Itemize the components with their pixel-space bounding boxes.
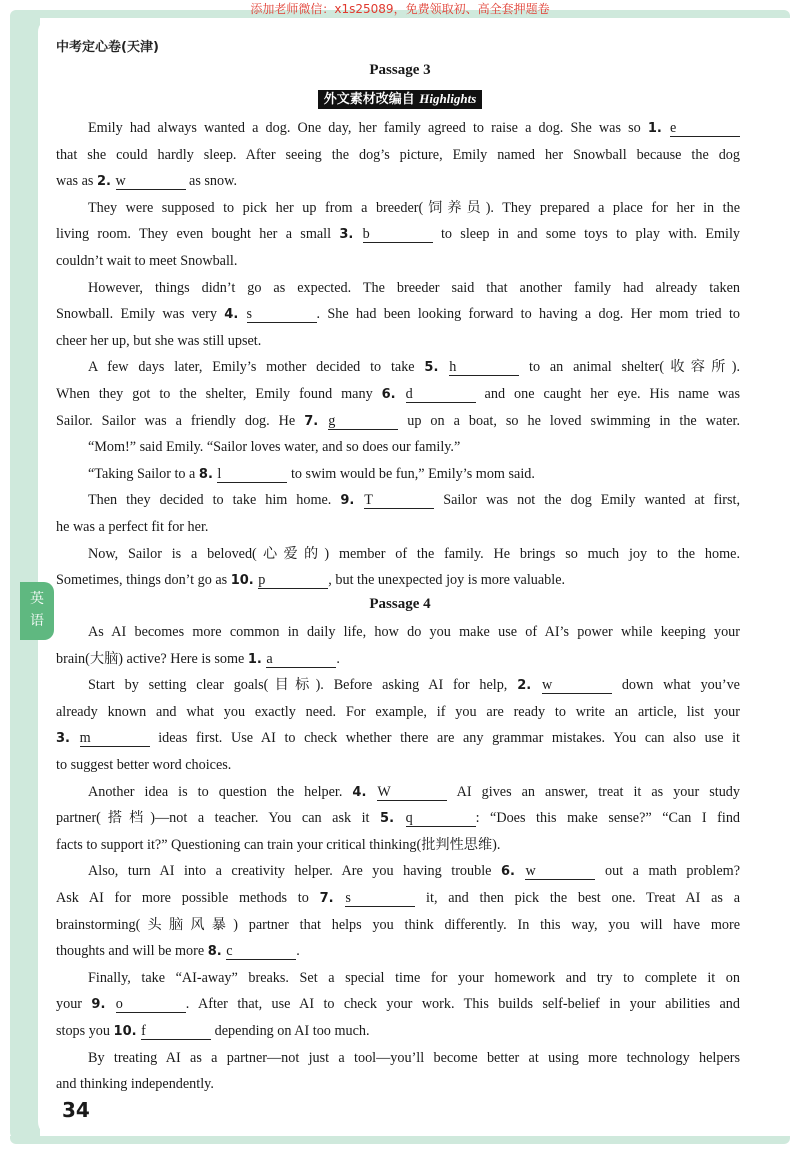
blank-number: 1. xyxy=(247,651,267,667)
answer-blank[interactable]: d xyxy=(406,386,476,403)
text-line xyxy=(88,490,740,510)
line-text: Sailor. Sailor was a friendly dog. He xyxy=(56,412,305,429)
line-text: down what you’ve xyxy=(611,677,740,694)
text-line xyxy=(56,888,740,908)
answer-blank[interactable]: b xyxy=(363,226,433,243)
line-text: living room. They even bought her a small xyxy=(56,226,340,243)
line-text: AI gives an answer, treat it as your study xyxy=(447,783,740,800)
page-number: 34 xyxy=(62,1098,90,1122)
line-text: your xyxy=(56,996,92,1013)
blank-number: 5. xyxy=(424,360,450,376)
line-text: brain(大脑) active? Here is some xyxy=(56,650,248,667)
source-name: Highlights xyxy=(419,91,477,106)
answer-blank[interactable]: o xyxy=(116,996,186,1013)
line-text: . xyxy=(336,650,340,667)
line-text: “Mom!” said Emily. “Sailor loves water, and so does our family.” xyxy=(88,439,461,456)
blank-number: 3. xyxy=(56,731,80,747)
line-text: up on a boat, so he loved swimming in the water. xyxy=(398,412,741,429)
text-line xyxy=(88,198,740,218)
answer-blank[interactable]: a xyxy=(266,651,336,668)
line-text: facts to support it?” Questioning can train your critical thinking(批判性思维). xyxy=(56,836,501,853)
blank-number: 4. xyxy=(352,784,378,800)
line-text: “Taking Sailor to a xyxy=(88,465,199,482)
line-text: partner(搭档)—not a teacher. You can ask it xyxy=(56,810,381,827)
passage-4-title: Passage 4 xyxy=(369,596,431,612)
blank-number: 9. xyxy=(340,493,365,509)
text-line xyxy=(88,464,740,484)
blank-number: 10. xyxy=(230,573,259,589)
answer-blank[interactable]: w xyxy=(542,677,612,694)
text-line xyxy=(88,357,740,377)
text-line xyxy=(56,915,740,935)
text-line xyxy=(56,145,740,165)
text-line xyxy=(56,994,740,1014)
line-text: out a math problem? xyxy=(595,863,740,880)
text-line xyxy=(88,544,740,564)
line-text: to suggest better word choices. xyxy=(56,757,232,773)
text-line xyxy=(56,1074,740,1094)
text-line xyxy=(88,437,740,457)
line-text: A few days later, Emily’s mother decided to take xyxy=(88,359,425,376)
line-text: it, and then pick the best one. Treat AI as a xyxy=(415,890,740,906)
answer-blank[interactable]: h xyxy=(449,359,519,376)
text-line xyxy=(56,331,740,351)
text-line xyxy=(88,675,740,695)
text-line xyxy=(56,702,740,722)
line-text: By treating AI as a partner—not just a tool—you’ll become better at using more technology helpers xyxy=(88,1049,740,1066)
line-text: to sleep in and some toys to play with. Emily xyxy=(432,226,740,243)
line-text: Ask AI for more possible methods to xyxy=(56,890,320,906)
line-text: to swim would be fun,” Emily’s mom said. xyxy=(287,465,535,482)
text-line xyxy=(56,649,740,669)
text-line xyxy=(56,728,740,748)
line-text: Start by setting clear goals(目标). Before asking AI for help, xyxy=(88,677,518,694)
source-label xyxy=(0,88,800,108)
text-line xyxy=(56,570,740,590)
answer-blank[interactable]: w xyxy=(116,173,186,190)
line-text: Finally, take “AI-away” breaks. Set a special time for your homework and try to complete it on xyxy=(88,969,740,986)
line-text: . After that, use AI to check your work. This builds self-belief in your abilities and xyxy=(185,996,740,1013)
line-text: Emily had always wanted a dog. One day, her family agreed to raise a dog. She was so xyxy=(88,120,648,136)
answer-blank[interactable]: m xyxy=(80,730,150,747)
line-text: thoughts and will be more xyxy=(56,943,208,960)
line-text: They were supposed to pick her up from a breeder(饲养员). They prepared a place for her in the xyxy=(88,199,740,216)
answer-blank[interactable]: q xyxy=(406,810,476,827)
text-line xyxy=(56,411,740,431)
answer-blank[interactable]: w xyxy=(525,863,595,880)
line-text: he was a perfect fit for her. xyxy=(56,519,209,535)
blank-number: 6. xyxy=(500,864,526,880)
answer-blank[interactable]: s xyxy=(247,306,317,323)
text-line xyxy=(56,224,740,244)
line-text: Now, Sailor is a beloved(心爱的) member of the family. He brings so much joy to the home. xyxy=(88,545,740,562)
text-line xyxy=(88,622,740,642)
blank-number: 3. xyxy=(339,227,363,243)
line-text: and thinking independently. xyxy=(56,1076,214,1093)
line-text: When they got to the shelter, Emily found many xyxy=(56,386,382,402)
line-text: Snowball. Emily was very xyxy=(56,306,225,323)
line-text: was as xyxy=(56,173,97,190)
blank-number: 8. xyxy=(198,466,218,482)
text-line xyxy=(88,861,740,881)
blank-number: 9. xyxy=(91,997,116,1013)
answer-blank[interactable]: g xyxy=(328,413,398,430)
line-text: and one caught her eye. His name was xyxy=(475,386,740,402)
answer-blank[interactable]: W xyxy=(377,784,447,801)
answer-blank[interactable]: f xyxy=(141,1023,211,1040)
line-text: brainstorming(头脑风暴) partner that helps you think differently. In this way, you will have more xyxy=(56,916,740,933)
line-text: Also, turn AI into a creativity helper. Are you having trouble xyxy=(88,863,501,880)
line-text: ideas first. Use AI to check whether there are any grammar mistakes. You can also use it xyxy=(149,730,740,747)
text-line xyxy=(56,941,740,961)
answer-blank[interactable]: T xyxy=(364,492,434,509)
blank-number: 2. xyxy=(96,174,116,190)
passage-3-title: Passage 3 xyxy=(369,62,431,78)
line-text: , but the unexpected joy is more valuable. xyxy=(328,572,566,589)
text-line xyxy=(88,968,740,988)
blank-number: 10. xyxy=(113,1024,142,1039)
source-badge xyxy=(318,90,483,109)
page-frame-bottom xyxy=(10,1136,790,1144)
line-text: that she could hardly sleep. After seeing the dog’s picture, Emily named her Snowball because the dog xyxy=(56,146,740,163)
text-line xyxy=(88,278,740,298)
line-text: Another idea is to question the helper. xyxy=(88,783,353,800)
book-header: 中考定心卷(天津) xyxy=(56,40,159,55)
blank-number: 7. xyxy=(319,891,346,906)
line-text: as snow. xyxy=(185,173,237,190)
text-line xyxy=(56,171,740,191)
line-text: : “Does this make sense?” “Can I find xyxy=(475,810,741,827)
text-line xyxy=(56,755,740,775)
text-line xyxy=(56,808,740,828)
text-line xyxy=(56,251,740,271)
line-text: As AI becomes more common in daily life, how do you make use of AI’s power while keeping your xyxy=(88,624,740,640)
text-line xyxy=(88,118,740,138)
text-line xyxy=(56,835,740,855)
line-text: cheer her up, but she was still upset. xyxy=(56,332,262,349)
text-line xyxy=(56,517,740,537)
answer-blank[interactable]: c xyxy=(226,943,296,960)
source-prefix: 外文素材改编自 xyxy=(323,92,420,107)
blank-number: 5. xyxy=(380,811,406,827)
blank-number: 8. xyxy=(207,944,227,960)
line-text: already known and what you exactly need. For example, if you are ready to write an article, list your xyxy=(56,703,740,720)
text-line xyxy=(56,384,740,404)
blank-number: 2. xyxy=(517,678,542,694)
line-text: to an animal shelter(收容所). xyxy=(519,359,740,376)
line-text: Sometimes, things don’t go as xyxy=(56,572,231,589)
answer-blank[interactable]: l xyxy=(217,466,287,483)
blank-number: 6. xyxy=(381,387,406,402)
subject-tab-char: 语 xyxy=(30,613,44,629)
text-line xyxy=(88,782,740,802)
line-text: Then they decided to take him home. xyxy=(88,492,341,509)
line-text: depending on AI too much. xyxy=(211,1023,370,1039)
text-line xyxy=(56,1021,740,1041)
line-text: stops you xyxy=(56,1023,114,1039)
answer-blank[interactable]: e xyxy=(670,120,740,137)
blank-number: 1. xyxy=(647,121,670,136)
line-text: Sailor was not the dog Emily wanted at first, xyxy=(434,492,740,509)
line-text: . xyxy=(296,943,300,960)
watermark: 添加老师微信：x1s25089，免费领取初、高全套押题卷 xyxy=(250,2,550,16)
page-frame-left xyxy=(10,10,40,1140)
line-text: couldn’t wait to meet Snowball. xyxy=(56,253,238,269)
text-line xyxy=(56,304,740,324)
blank-number: 4. xyxy=(224,307,247,323)
line-text: . She had been looking forward to having a dog. Her mom tried to xyxy=(316,306,740,323)
blank-number: 7. xyxy=(304,413,329,429)
text-line xyxy=(88,1048,740,1068)
subject-tab-char: 英 xyxy=(30,591,44,607)
line-text: However, things didn’t go as expected. The breeder said that another family had already taken xyxy=(88,279,740,296)
answer-blank[interactable]: s xyxy=(345,890,415,907)
answer-blank[interactable]: p xyxy=(258,572,328,589)
